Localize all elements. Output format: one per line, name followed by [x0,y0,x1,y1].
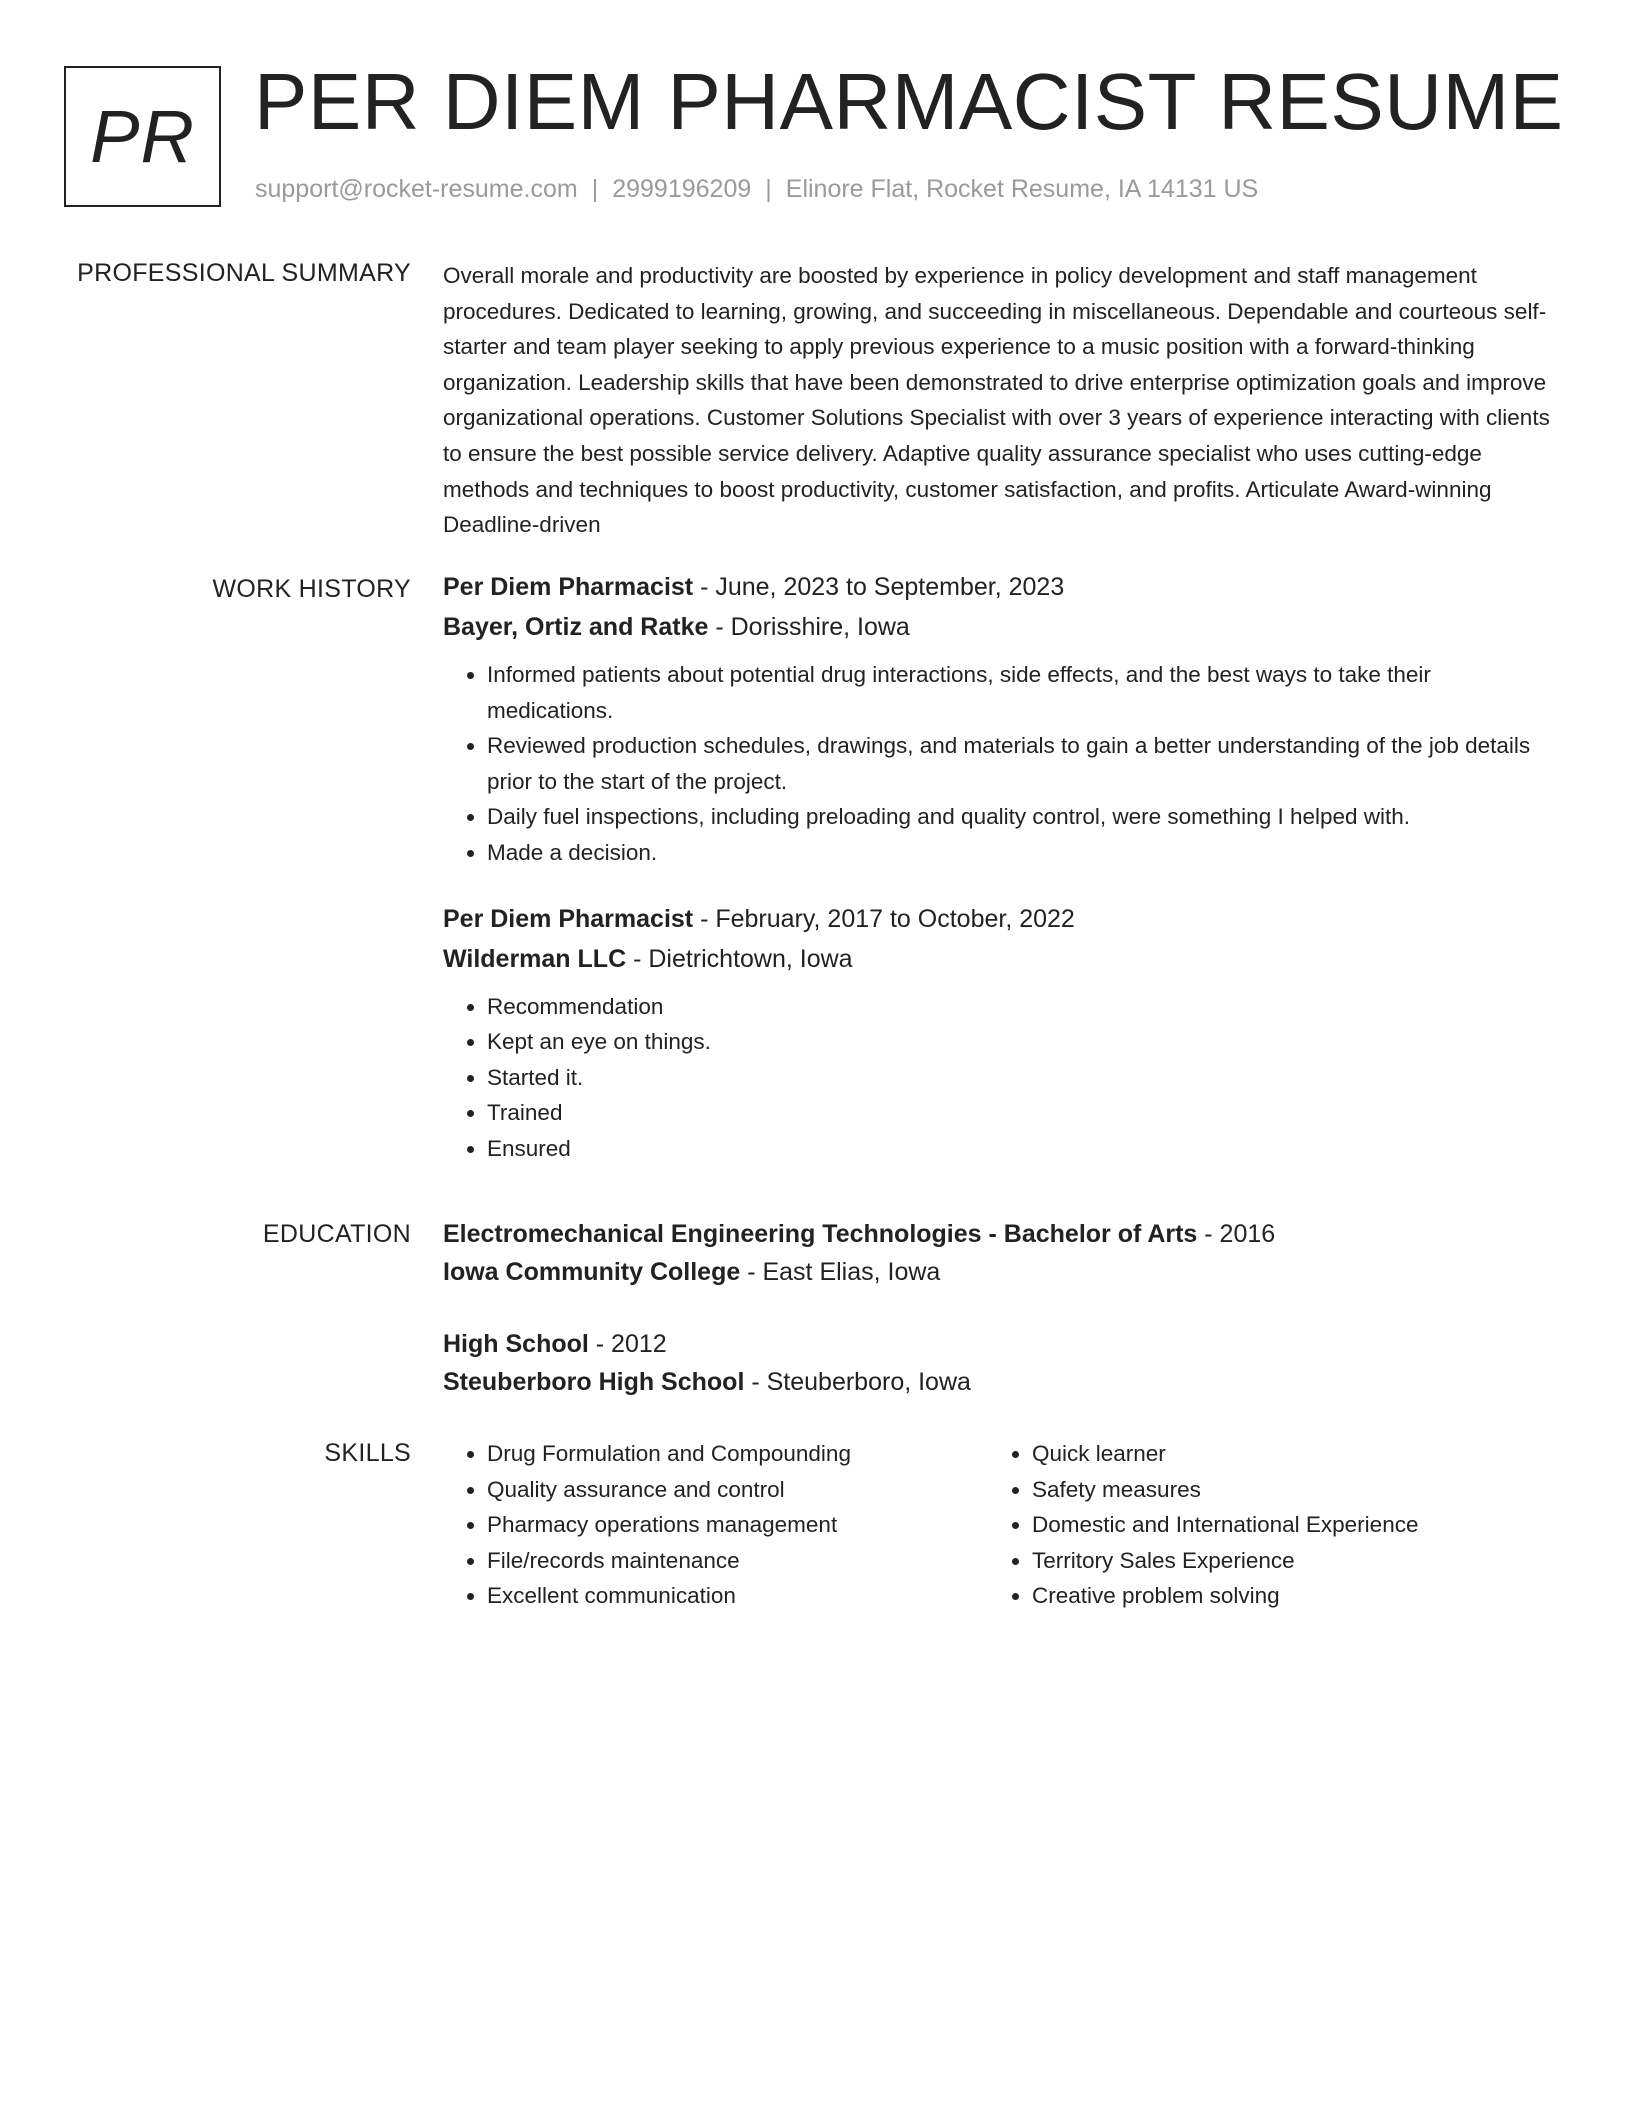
job-company-line [443,939,1553,979]
job-bullets [443,989,1553,1167]
job-dates: - February, 2017 to October, 2022 [693,904,1075,933]
list-item: • Reviewed production schedules, drawings, and materials to gain a better understanding of the job details prior to the start of the project. [487,728,1553,799]
list-item: • Domestic and International Experience [1032,1507,1533,1543]
list-item: • Trained [487,1095,1553,1131]
list-item: • Daily fuel inspections, including preloading and quality control, were something I helped with. [487,799,1553,835]
list-item: • Recommendation [487,989,1553,1025]
resume-title: PER DIEM PHARMACIST RESUME [254,57,1564,146]
skills-body [443,1436,1553,1614]
job-title-line [443,567,1553,607]
job-location: - Dorisshire, Iowa [708,613,910,641]
education-school-line [443,1253,1553,1291]
section-heading-education: EDUCATION [262,1220,411,1248]
contact-phone: 2999196209 [612,175,752,203]
contact-line [255,174,1258,204]
job-company: Bayer, Ortiz and Ratke [443,613,709,641]
list-item: • Excellent communication [487,1578,988,1614]
contact-separator: | [765,175,772,203]
contact-separator: | [591,175,599,203]
list-item: • Started it. [487,1060,1553,1096]
education-degree-line [443,1215,1553,1253]
job-dates: - June, 2023 to September, 2023 [693,573,1065,601]
job-company-line [443,607,1553,647]
job-location: - Dietrichtown, Iowa [626,944,853,973]
education-body [443,1215,1553,1401]
job-title: Per Diem Pharmacist [443,904,694,933]
section-heading-work-history: WORK HISTORY [212,575,411,603]
section-heading-summary: PROFESSIONAL SUMMARY [77,259,411,287]
list-item: • Pharmacy operations management [487,1507,988,1543]
skills-list-left [443,1436,988,1614]
education-school-line [443,1363,1553,1401]
section-heading-skills: SKILLS [324,1439,411,1467]
work-history-body [443,567,1553,1167]
education-entry [443,1215,1553,1291]
education-degree: Electromechanical Engineering Technologies - Bachelor of Arts [443,1220,1198,1248]
list-item: • File/records maintenance [487,1543,988,1579]
education-school: Iowa Community College [443,1258,741,1286]
list-item: • Quick learner [1032,1436,1533,1472]
list-item: • Quality assurance and control [487,1472,988,1508]
education-school: Steuberboro High School [443,1368,745,1396]
education-degree-line [443,1325,1553,1363]
summary-body [443,258,1553,543]
skills-columns [443,1436,1553,1614]
job-title-line [443,899,1553,939]
education-location: - East Elias, Iowa [740,1258,941,1286]
job-entry [443,899,1553,1167]
monogram-initials: PR [90,95,195,178]
skills-list-right [988,1436,1533,1614]
summary-text: Overall morale and productivity are boosted by experience in policy development and staff management procedures. Dedicated to learning, growing, and succeeding in miscellaneous. Dependable and courteous self-starter and team player seeking to apply previous experience to a music position with a forward-thinking organization. Leadership skills that have been demonstrated to drive enterprise optimization goals and improve organizational operations. Customer Solutions Specialist with over 3 years of experience interacting with clients to ensure the best possible service delivery. Adaptive quality assurance specialist who uses cutting-edge methods and techniques to boost productivity, customer satisfaction, and profits. Articulate Award-winning Deadline-driven [443,263,1550,538]
list-item: • Safety measures [1032,1472,1533,1508]
job-entry [443,567,1553,871]
list-item: • Informed patients about potential drug interactions, side effects, and the best ways to take their medications. [487,657,1553,728]
list-item: • Territory Sales Experience [1032,1543,1533,1579]
contact-email: support@rocket-resume.com [255,175,578,203]
list-item: • Ensured [487,1131,1553,1167]
contact-address: Elinore Flat, Rocket Resume, IA 14131 US [785,175,1259,203]
monogram-box [64,66,221,207]
list-item: • Creative problem solving [1032,1578,1533,1614]
job-bullets [443,657,1553,871]
education-entry [443,1325,1553,1401]
job-title: Per Diem Pharmacist [443,573,694,601]
education-year: - 2016 [1197,1220,1276,1248]
job-company: Wilderman LLC [443,944,627,973]
list-item: • Kept an eye on things. [487,1024,1553,1060]
education-degree: High School [443,1330,589,1358]
education-year: - 2012 [588,1330,667,1358]
education-location: - Steuberboro, Iowa [744,1368,971,1396]
list-item: • Drug Formulation and Compounding [487,1436,988,1472]
list-item: • Made a decision. [487,835,1553,871]
